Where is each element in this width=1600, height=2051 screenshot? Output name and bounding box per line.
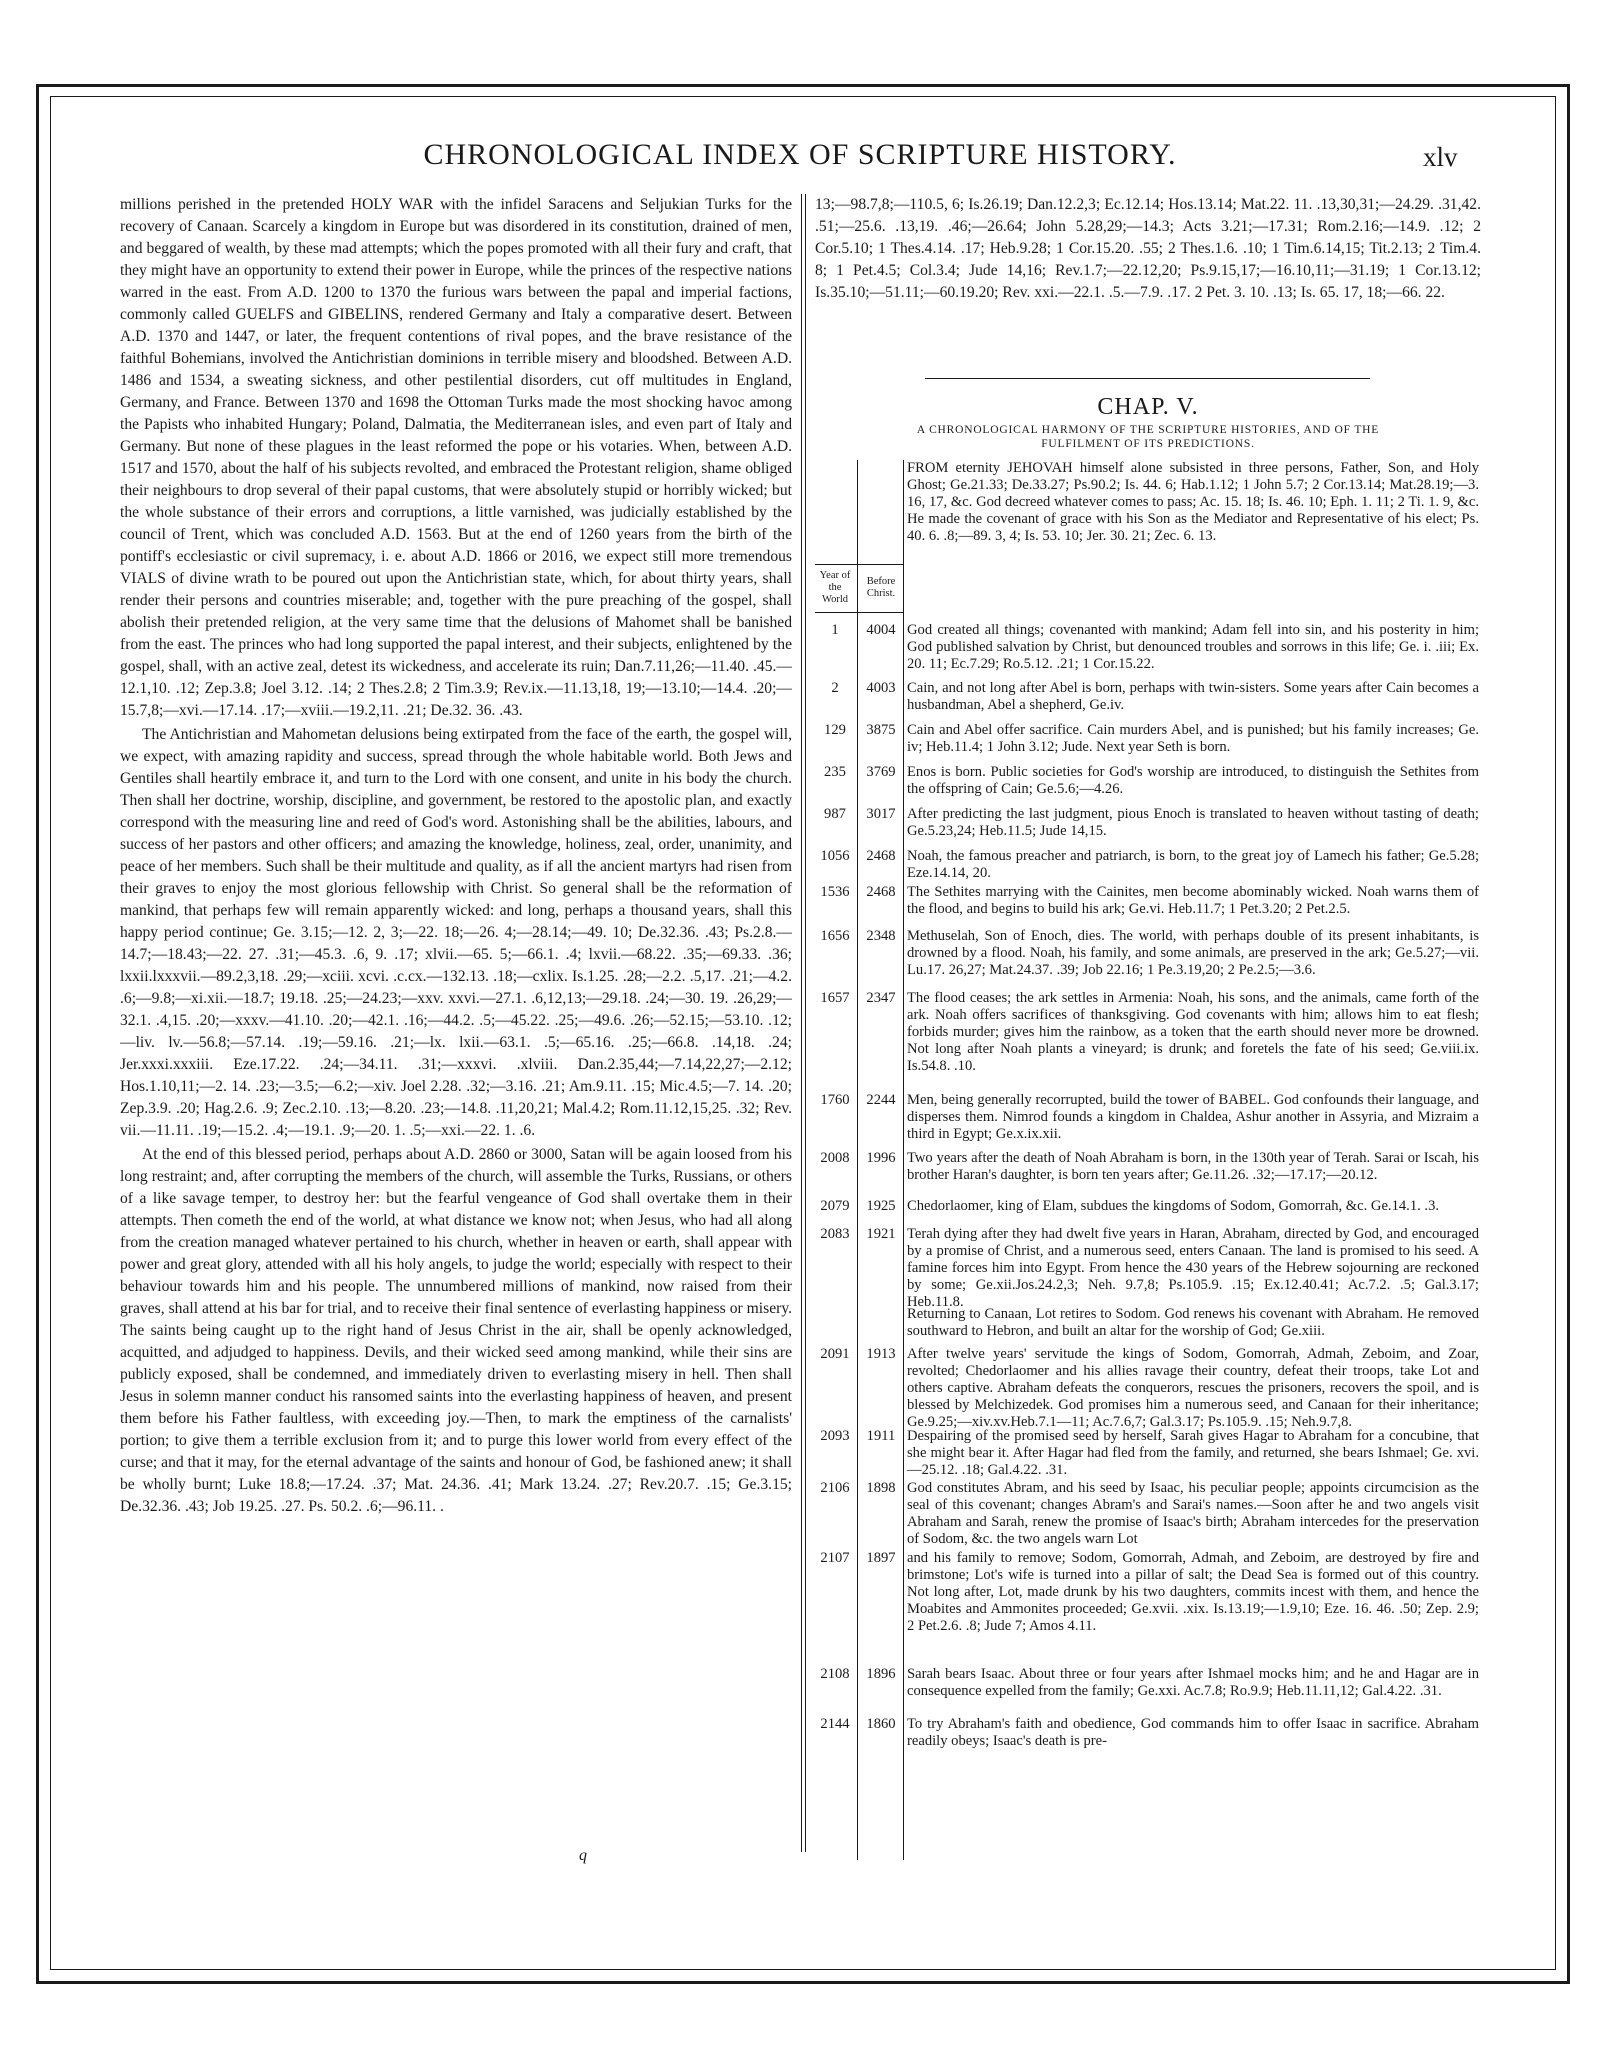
year-before-christ: 3769 bbox=[866, 764, 896, 780]
entry-text: To try Abraham's faith and obedience, God commands him to offer Isaac in sacrifice. Abraham readily obeys; Isaac's death is pre- bbox=[907, 1716, 1479, 1749]
year-before-christ: 2244 bbox=[866, 1092, 896, 1108]
year-of-world: 2083 bbox=[820, 1226, 850, 1242]
entry-text: Despairing of the promised seed by herself, Sarah gives Hagar to Abraham for a concubine, that she might bear it. After Hagar had fled from the family, and returned, she bears Ishmael; Ge. xvi.—25.12. .18; Gal.4.22. .31. bbox=[907, 1428, 1479, 1478]
year-before-christ: 3875 bbox=[866, 722, 896, 738]
left-column bbox=[120, 194, 792, 1824]
entry-text: God created all things; covenanted with mankind; Adam fell into sin, and his posterity in him; God published salvation by Christ, but denounced troubles and sorrows in this life; Ge. i. .iii; Ex. 20. 11; Ec.7.29; Ro.5.12. .21; 1 Cor.15.22. bbox=[907, 622, 1479, 672]
year-before-christ: 2468 bbox=[866, 848, 896, 864]
entry-text: Men, being generally recorrupted, build the tower of BABEL. God confounds their language, and disperses them. Nimrod founds a kingdom in Chaldea, Ashur another in Assyria, and Mizraim a third in Egypt; Ge.x.ix.xii. bbox=[907, 1092, 1479, 1142]
year-of-world: 2093 bbox=[820, 1428, 850, 1444]
year-of-world: 1657 bbox=[820, 990, 850, 1006]
year-of-world: 1056 bbox=[820, 848, 850, 864]
table-rule-vertical bbox=[857, 460, 858, 1860]
year-before-christ: 3017 bbox=[866, 806, 896, 822]
entry-text: Chedorlaomer, king of Elam, subdues the kingdoms of Sodom, Gomorrah, &c. Ge.14.1. .3. bbox=[907, 1198, 1440, 1214]
column-divider bbox=[801, 194, 806, 1852]
year-of-world: 2106 bbox=[820, 1480, 850, 1496]
year-before-christ: 1921 bbox=[866, 1226, 896, 1242]
entry-text: After predicting the last judgment, pious Enoch is translated to heaven without tasting of death; Ge.5.23,24; Heb.11.5; Jude 14,15. bbox=[907, 806, 1479, 839]
year-of-world: 1 bbox=[831, 622, 839, 638]
signature-mark: q bbox=[579, 1847, 587, 1864]
page-number: xlv bbox=[1423, 142, 1458, 172]
year-of-world: 2079 bbox=[820, 1198, 850, 1214]
right-column-continuation: 13;—98.7,8;—110.5, 6; Is.26.19; Dan.12.2,3; Ec.12.14; Hos.13.14; Mat.22. 11. .13,30,31;—24.29. .31,42. .51;—25.6. .13,19. .46;—26.64; John 5.28,29;—14.3; Acts 3.21;—17.31; Rom.2.16;—14.9. .12; 2 Cor.5.10; 1 Thes.4.14. .17; Heb.9.28; 1 Cor.15.20. .55; 2 Thes.1.6. .10; 1 Tim.6.14,15; Tit.2.13; 2 Tim.4. 8; 1 Pet.4.5; Col.3.4; Jude 14,16; Rev.1.7;—22.12,20; Ps.9.15,17;—16.10,11;—31.19; 1 Cor.13.12; Is.35.10;—51.11;—60.19.20; Rev. xxi.—22.1. .5.—7.9. .17. 2 Pet. 3. 10. .13; Is. 65. 17, 18;—66. 22. bbox=[815, 196, 1481, 301]
table-header-rule bbox=[815, 564, 903, 565]
table-header-rule bbox=[815, 612, 903, 613]
chapter-subtitle bbox=[815, 423, 1481, 451]
year-of-world: 1536 bbox=[820, 884, 850, 900]
year-of-world: 987 bbox=[824, 806, 846, 822]
entry-text: Cain, and not long after Abel is born, perhaps with twin-sisters. Some years after Cain becomes a husbandman, Abel a shepherd, Ge.iv. bbox=[907, 680, 1479, 713]
entry-text: Methuselah, Son of Enoch, dies. The world, with perhaps double of its present inhabitants, is drowned by a flood. Noah, his family, and some animals, are preserved in the ark; Ge.5.27;—vii. Lu.17. 26,27; Mat.24.37. .39; Job 22.16; 1 Pe.3.19,20; 2 Pe.2.5;—3.6. bbox=[907, 928, 1479, 978]
chronology-table bbox=[815, 460, 1481, 1880]
year-of-world: 2107 bbox=[820, 1550, 850, 1566]
entry-text: The flood ceases; the ark settles in Armenia: Noah, his sons, and the animals, came forth of the ark. Noah offers sacrifices of thanksgiving. God covenants with him; allows him to eat flesh; forbids murder; gives him the rainbow, as a token that the earth should never more be drowned. Not long after Noah plants a vineyard; is drunk; and foretels the fate of his seed; Ge.viii.ix. Is.54.8. .10. bbox=[907, 990, 1479, 1074]
entry-text: Sarah bears Isaac. About three or four years after Ishmael mocks him; and he and Hagar are in consequence expelled from the family; Ge.xxi. Ac.7.8; Ro.9.9; Heb.11.11,12; Gal.4.22. .31. bbox=[907, 1666, 1479, 1699]
paragraph: The Antichristian and Mahometan delusions being extirpated from the face of the earth, the gospel will, we expect, with amazing rapidity and success, spread through the whole habitable world. Both Jews and Gentiles shall heartily embrace it, and turn to the Lord with one consent, and unite in his body the church. Then shall her doctrine, worship, discipline, and government, be restored to the apostolic plan, and exactly correspond with the measuring line and reed of God's word. Astonishing shall be the abilities, labours, and success of her pastors and other officers; and amazing the knowledge, holiness, zeal, order, unanimity, and peace of her members. Such shall be their multitude and quality, as if all the ancient martyrs had risen from their graves to enjoy the most glorious fellowship with Christ. So general shall be the reformation of mankind, that perhaps few will remain apparently wicked: and long, perhaps a thousand years, shall this happy period continue; Ge. 3.15;—12. 2, 3;—22. 18;—26. 4;—28.14;—49. 10; De.32.36. .43; Ps.2.8.—14.7;—18.43;—22. 27. .31;—45.3. .6, 9. .17; xlvii.—65. 5;—66.1. .4; lxvii.—68.22. .35;—69.33. .36; lxxii.lxxxvii.—89.2,3,18. .29;—xciii. xcvi. .c.cx.—132.13. .18;—cxlix. Is.1.25. .28;—2.2. .5,17. .21;—4.2. .6;—9.8;—xi.xii.—18.7; 19.18. .25;—24.23;—xxv. xxvi.—27.1. .6,12,13;—29.18. .24;—30. 19. .26,29;—32.1. .4,15. .20;—xxxv.—41.10. .20;—42.1. .16;—44.2. .5;—45.22. .25;—49.6. .26;—52.15;—53.10. .12;—liv. lv.—56.8;—57.14. .19;—59.16. .21;—lx. lxii.—63.1. .5;—65.16. .25;—66.8. .14,18. .24; Jer.xxxi.xxxiii. Eze.17.22. .24;—34.11. .31;—xxxvi. .xlviii. Dan.2.35,44;—7.14,22,27;—2.12; Hos.1.10,11;—2. 14. .23;—3.5;—6.2;—xiv. Joel 2.28. .32;—3.16. .21; Am.9.11. .15; Mic.4.5;—7. 14. .20; Zep.3.9. .20; Hag.2.6. .9; Zec.2.10. .13;—8.20. .23;—14.8. .11,20,21; Mal.4.2; Rom.11.12,15,25. .32; Rev. vii.—11.11. .19;—15.2. .4;—19.1. .9;—20. 1. .5;—xxi.—22. 1. .6. bbox=[120, 726, 792, 1139]
entry-text: The Sethites marrying with the Cainites, men become abominably wicked. Noah warns them of the flood, and begins to build his ark; Ge.vi. Heb.11.7; 1 Pet.3.20; 2 Pet.2.5. bbox=[907, 884, 1479, 917]
year-of-world: 1760 bbox=[820, 1092, 850, 1108]
year-before-christ: 1898 bbox=[866, 1480, 896, 1496]
year-of-world: 2144 bbox=[820, 1716, 850, 1732]
chapter-rule bbox=[925, 378, 1370, 379]
year-before-christ: 2468 bbox=[866, 884, 896, 900]
year-of-world: 2008 bbox=[820, 1150, 850, 1166]
paragraph: millions perished in the pretended HOLY WAR with the infidel Saracens and Seljukian Turks for the recovery of Canaan. Scarcely a kingdom in Europe but was disordered in its constitution, drained of men, and beggared of wealth, by these mad attempts; which the popes promoted with all their fury and craft, that they might have an opportunity to extend their power in Europe, while the princes of the respective nations warred in the east. From A.D. 1200 to 1370 the furious wars between the papal and imperial factions, commonly called GUELFS and GIBELINS, rendered Germany and Italy a comparative desert. Between A.D. 1370 and 1447, or later, the frequent contentions of rival popes, and the brave resistance of the faithful Bohemians, involved the Antichristian dominions in terrible misery and bloodshed. Between A.D. 1486 and 1534, a sweating sickness, and other pestilential disorders, cut off multitudes in England, Germany, and France. Between 1370 and 1698 the Ottoman Turks made the most shocking havoc among the Papists who inhabited Hungary; Poland, Dalmatia, the Mediterranean isles, and even part of Italy and Germany. But none of these plagues in the least reformed the pope or his votaries. When, between A.D. 1517 and 1570, about the half of his subjects revolted, and embraced the Protestant religion, shame obliged their neighbours to drop several of their papal customs, that were absolutely stupid or horribly wicked; but the whole substance of their errors and corruptions, a little varnished, was judicially established by the council of Trent, which was concluded A.D. 1563. But at the end of 1260 years from the birth of the pontiff's ecclesiastic or civil supremacy, i. e. about A.D. 1866 or 2016, we expect still more tremendous VIALS of divine wrath to be poured out upon the Antichristian state, which, for about thirty years, shall render their persons and countries miserable; and, together with the pure preaching of the gospel, shall abolish their pretended religion, at the very same time that the delusions of Mahomet shall be banished from the east. The princes who had long supported the papal interest, and their subjects, enlightened by the gospel, shall, with an active zeal, detest its wickedness, and accelerate its ruin; Dan.7.11,26;—11.40. .45.—12.1,10. .12; Zep.3.8; Joel 3.12. .14; 2 Thes.2.8; 2 Tim.3.9; Rev.ix.—11.13,18, 19;—13.10;—14.4. .20;—15.7,8;—xvi.—17.14. .17;—xviii.—19.2,11. .21; De.32. 36. .43. bbox=[120, 196, 792, 719]
year-before-christ: 4004 bbox=[866, 622, 896, 638]
column-header-world: Year of the World bbox=[819, 570, 851, 605]
year-of-world: 1656 bbox=[820, 928, 850, 944]
entry-text: and his family to remove; Sodom, Gomorrah, Admah, and Zeboim, are destroyed by fire and brimstone; Lot's wife is turned into a pillar of salt; the Dead Sea is formed out of this country. Not long after, Lot, made drunk by his two daughters, commits incest with them, and hence the Moabites and Ammonites proceeded; Ge.xvii. .xix. Is.13.19;—1.9,10; Eze. 16. 46. .50; Zep. 2.9; 2 Pet.2.6. .8; Jude 7; Amos 4.11. bbox=[907, 1550, 1479, 1634]
entry-text: FROM eternity JEHOVAH himself alone subsisted in three persons, Father, Son, and Holy Ghost; Ge.21.33; De.33.27; Ps.90.2; Is. 44. 6; Hab.1.12; 1 John 5.7; 2 Cor.13.14; Mat.28.19;—3. 16, 17, &c. God decreed whatever comes to pass; Ac. 15. 18; Is. 46. 10; Eph. 1. 11; 2 Ti. 1. 9, &c. He made the covenant of grace with his Son as the Mediator and Representative of his elect; Ps. 40. 6. .8;—89. 3, 4; Is. 53. 10; Jer. 30. 21; Zec. 6. 13. bbox=[907, 460, 1479, 544]
year-before-christ: 1913 bbox=[866, 1346, 896, 1362]
entry-text: God constitutes Abram, and his seed by Isaac, his peculiar people; appoints circumcision as the seal of this covenant; changes Abram's and Sarai's names.—Soon after he and two angels visit Abraham and Sarah, renew the promise of Isaac's birth; Abraham intercedes for the preservation of Sodom, &c. the two angels warn Lot bbox=[907, 1480, 1479, 1547]
table-rule-vertical bbox=[903, 460, 904, 1860]
chapter-title: CHAP. V. bbox=[1097, 394, 1199, 420]
year-of-world: 129 bbox=[824, 722, 846, 738]
year-before-christ: 4003 bbox=[866, 680, 896, 696]
year-before-christ: 1996 bbox=[866, 1150, 896, 1166]
entry-text: Noah, the famous preacher and patriarch, is born, to the great joy of Lamech his father; Ge.5.28; Eze.14.14, 20. bbox=[907, 848, 1479, 881]
entry-text: Enos is born. Public societies for God's worship are introduced, to distinguish the Sethites from the offspring of Cain; Ge.5.6;—4.26. bbox=[907, 764, 1479, 797]
chapter-subtitle-line: FULFILMENT OF ITS PREDICTIONS. bbox=[1041, 438, 1255, 450]
year-of-world: 2108 bbox=[820, 1666, 850, 1682]
year-before-christ: 1897 bbox=[866, 1550, 896, 1566]
year-of-world: 2 bbox=[831, 680, 839, 696]
paragraph: At the end of this blessed period, perhaps about A.D. 2860 or 3000, Satan will be again loosed from his long restraint; and, after corrupting the members of the church, will assemble the Turks, Russians, or others of a like savage temper, to destroy her: but the fearful vengeance of God shall overtake them in their attempts. Then cometh the end of the world, at what distance we know not; when Jesus, who had all along from the creation managed whatever pertained to his church, whether in heaven or earth, shall appear with power and great glory, attended with all his holy angels, to judge the world; especially with respect to their behaviour towards him and his people. The unnumbered millions of mankind, now raised from their graves, shall attend at his bar for trial, and to receive their final sentence of everlasting happiness or misery. The saints being caught up to the right hand of Jesus Christ in the air, shall be openly acknowledged, acquitted, and adjudged to happiness. Devils, and their wicked seed among mankind, while their sins are publicly exposed, shall be condemned, and immediately driven to everlasting misery in hell. Then shall Jesus in solemn manner conduct his ransomed saints into the everlasting happiness of heaven, and present them before his Father faultless, with exceeding joy.—Then, to mark the emptiness of the carnalists' portion; to give them a terrible exclusion from it; and to purge this lower world from every effect of the curse; and that it may, for the eternal advantage of the saints and honour of God, be fashioned anew; it shall be wholly burnt; Luke 18.8;—17.24. .37; Mat. 24.36. .41; Mark 13.24. .27; Rev.20.7. .15; Ge.3.15; De.32.36. .43; Job 19.25. .27. Ps. 50.2. .6;—96.11. . bbox=[120, 1146, 792, 1515]
entry-text: Cain and Abel offer sacrifice. Cain murders Abel, and is punished; but his family increases; Ge. iv; Heb.11.4; 1 John 3.12; Jude. Next year Seth is born. bbox=[907, 722, 1479, 755]
year-of-world: 2091 bbox=[820, 1346, 850, 1362]
entry-text: Returning to Canaan, Lot retires to Sodom. God renews his covenant with Abraham. He removed southward to Hebron, and built an altar for the worship of God; Ge.xiii. bbox=[907, 1306, 1479, 1339]
year-of-world: 235 bbox=[824, 764, 846, 780]
year-before-christ: 1860 bbox=[866, 1716, 896, 1732]
year-before-christ: 2348 bbox=[866, 928, 896, 944]
year-before-christ: 2347 bbox=[866, 990, 896, 1006]
page-title: CHRONOLOGICAL INDEX OF SCRIPTURE HISTORY. bbox=[423, 138, 1177, 171]
entry-text: Terah dying after they had dwelt five years in Haran, Abraham, directed by God, and encouraged by a promise of Christ, and a numerous seed, enters Canaan. The land is promised to his seed. A famine forces him into Egypt. From hence the 430 years of the Hebrew sojourning are reckoned by some; Ge.xii.Jos.24.2,3; Neh. 9.7,8; Ps.105.9. .15; Ex.12.40.41; Ac.7.2. .5; Gal.3.17; Heb.11.8. bbox=[907, 1226, 1479, 1310]
year-before-christ: 1911 bbox=[866, 1428, 896, 1444]
entry-text: Two years after the death of Noah Abraham is born, in the 130th year of Terah. Sarai or Iscah, his brother Haran's daughter, is born ten years after; Ge.11.26. .32;—17.17;—20.12. bbox=[907, 1150, 1479, 1183]
year-before-christ: 1896 bbox=[866, 1666, 896, 1682]
entry-text: After twelve years' servitude the kings of Sodom, Gomorrah, Admah, Zeboim, and Zoar, revolted; Chedorlaomer and his allies ravage their country, defeat their troops, take Lot and others captive. Abraham defeats the conquerors, rescues the prisoners, recovers the spoil, and is blessed by Melchizedek. God promises him a numerous seed, and Canaan for their inheritance; Ge.9.25;—xiv.xv.Heb.7.1—11; Ac.7.6,7; Gal.3.17; Ps.105.9. .15; Neh.9.7,8. bbox=[907, 1346, 1479, 1430]
year-before-christ: 1925 bbox=[866, 1198, 896, 1214]
chapter-subtitle-line: A CHRONOLOGICAL HARMONY OF THE SCRIPTURE HISTORIES, AND OF THE bbox=[916, 424, 1380, 436]
column-header-christ: Before Christ. bbox=[866, 576, 896, 599]
